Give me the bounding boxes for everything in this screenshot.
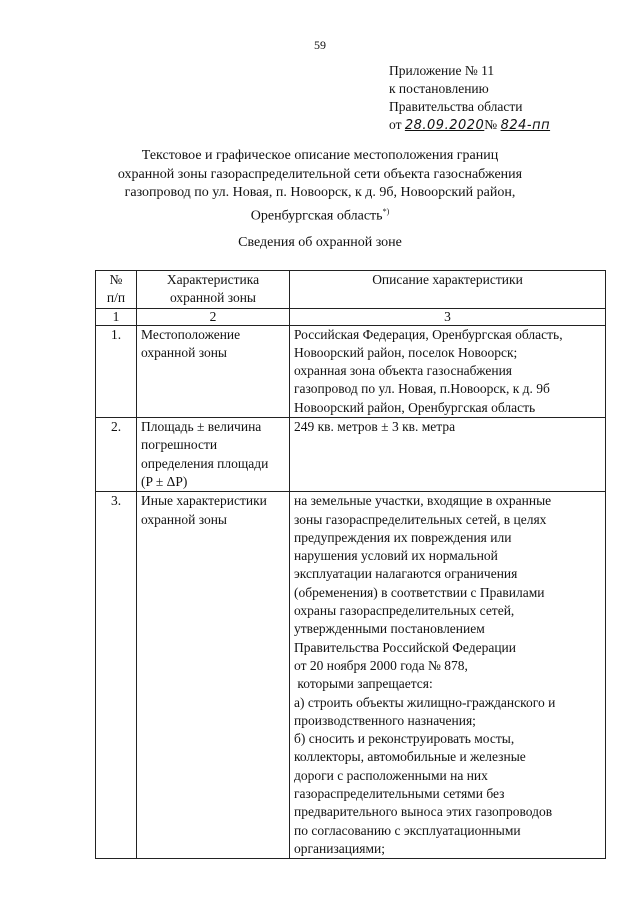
row-description: на земельные участки, входящие в охранные зоны газораспределительных сетей, в целях предупреждения их повреждения или нарушения условий их нормальной эксплуатации налагаются ограничения (обременения) в соответствии с Правилами охраны газораспределительных сетей, утвержденными постановлением Правительства Российской Федерации от 20 ноября 2000 года № 878, которыми запрещается: а) строить объекты жилищно-гражданского и производственного назначения; б) сносить и реконструировать мосты, коллекторы, автомобильные и железные дороги с расположенными на них газораспределительными сетями без предварительного выноса этих газопроводов по согласованию с эксплуатационными организациями; <box>290 492 606 859</box>
appendix-title: Приложение № 11 <box>389 63 495 78</box>
protection-zone-table <box>95 270 606 859</box>
row-number: 3. <box>96 492 137 859</box>
appendix-ref: к постановлению <box>389 81 489 96</box>
header-characteristic: Характеристика охранной зоны <box>137 271 290 309</box>
header-description: Описание характеристики <box>290 271 606 309</box>
row-description: 249 кв. метров ± 3 кв. метра <box>290 418 606 492</box>
handwritten-date: 28.09.2020 <box>404 118 485 133</box>
title-line: газопровод по ул. Новая, п. Новоорск, к д. 9б, Новоорский район, <box>124 185 516 200</box>
page-number: 59 <box>314 38 326 52</box>
table-header-row <box>96 271 606 309</box>
section-subtitle: Сведения об охранной зоне <box>238 235 402 250</box>
title-line: Текстовое и графическое описание местоположения границ <box>141 148 499 163</box>
title-region: Оренбургская область <box>250 208 383 224</box>
appendix-date-line <box>389 116 550 135</box>
column-numbering-row <box>96 308 606 325</box>
appendix-block <box>389 62 550 135</box>
document-title <box>100 147 540 226</box>
date-prefix: от <box>389 117 402 132</box>
row-description: Российская Федерация, Оренбургская область, Новоорский район, поселок Новоорск; охранная зона объекта газоснабжения газопровод по ул. Новая, п.Новоорск, к д. 9б Новоорский район, Оренбургская область <box>290 325 606 417</box>
row-number: 2. <box>96 418 137 492</box>
handwritten-number: 824-пп <box>500 118 551 133</box>
row-characteristic: Местоположение охранной зоны <box>137 325 290 417</box>
row-number: 1. <box>96 325 137 417</box>
column-number: 1 <box>96 308 137 325</box>
row-characteristic: Площадь ± величина погрешности определения площади (P ± ΔP) <box>137 418 290 492</box>
row-characteristic: Иные характеристики охранной зоны <box>137 492 290 859</box>
title-line: охранной зоны газораспределительной сети объекта газоснабжения <box>117 166 523 182</box>
number-sign: № <box>484 117 498 132</box>
table-row <box>96 325 606 417</box>
header-number: № п/п <box>96 271 137 309</box>
column-number: 3 <box>290 308 606 325</box>
table-row <box>96 492 606 859</box>
column-number: 2 <box>137 308 290 325</box>
title-line <box>100 203 540 226</box>
appendix-authority: Правительства области <box>389 99 523 114</box>
table-row <box>96 418 606 492</box>
footnote-mark: *) <box>382 206 390 216</box>
